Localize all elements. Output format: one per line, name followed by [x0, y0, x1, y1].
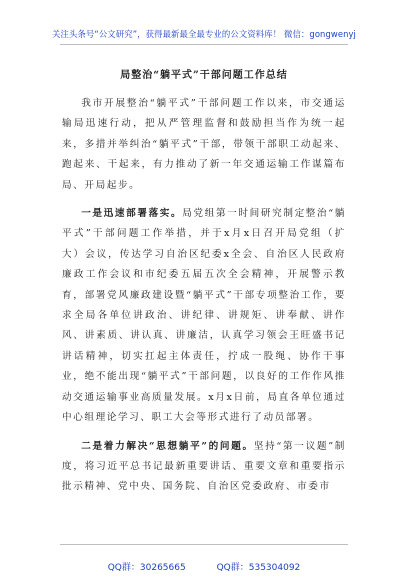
footer-qq-group-2: QQ群：535304092 [216, 563, 301, 573]
section-2-heading: 二是着力解决“思想躺平”的问题。 [81, 440, 254, 452]
intro-paragraph: 我市开展整治“躺平式”干部问题工作以来，市交通运输局迅速行动，把从严管理监督和鼓励担当作为统一起来，多措并举纠治“躺平式”干部，带领干部职工动起来、跑起来、干起来，有力推动了新一年交通运输工作谋篇布局、开局起步。 [62, 98, 346, 191]
footer-divider [60, 544, 348, 545]
header-banner: 关注头条号“公文研究”，获得最新最全最专业的公文资料库！ 微信：gongwenyj [52, 29, 356, 39]
section-2-paragraph [62, 437, 346, 498]
document-body [62, 94, 346, 498]
document-title: 局整治“躺平式”干部问题工作总结 [120, 70, 288, 81]
section-1-paragraph [62, 204, 346, 428]
footer [0, 560, 408, 573]
footer-qq-group-1: QQ群：30265665 [107, 563, 186, 573]
section-1-text: 局党组第一时间研究制定整治“躺平式”干部问题工作举措，并于x月x日召开局党组（扩大）会议，传达学习自治区纪委x全会、自治区人民政府廉政工作会议和市纪委五届五次全会精神，开展警示教育，部署党风廉政建设暨“躺平式”干部专项整治工作，要求全局各单位讲政治、讲纪律、讲规矩、讲奉献、讲作风、讲素质、讲认真、讲廉洁，认真学习领会王旺盛书记讲话精神，切实扛起主体责任，拧成一股绳、协作干事业，绝不能出现“躺平式”干部问题，以良好的工作作风推动交通运输事业高质量发展。x月x日前，局直各单位通过中心组理论学习、职工大会等形式进行了动员部署。 [62, 208, 346, 424]
section-2-text: 坚持“第一议题”制度，将习近平总书记最新重要讲话、重要文章和重要指示批示精神、党中央、国务院、自治区党委政府、市委市 [62, 440, 346, 493]
section-1-heading: 一是迅速部署落实。 [81, 208, 183, 220]
header-divider [60, 44, 348, 45]
